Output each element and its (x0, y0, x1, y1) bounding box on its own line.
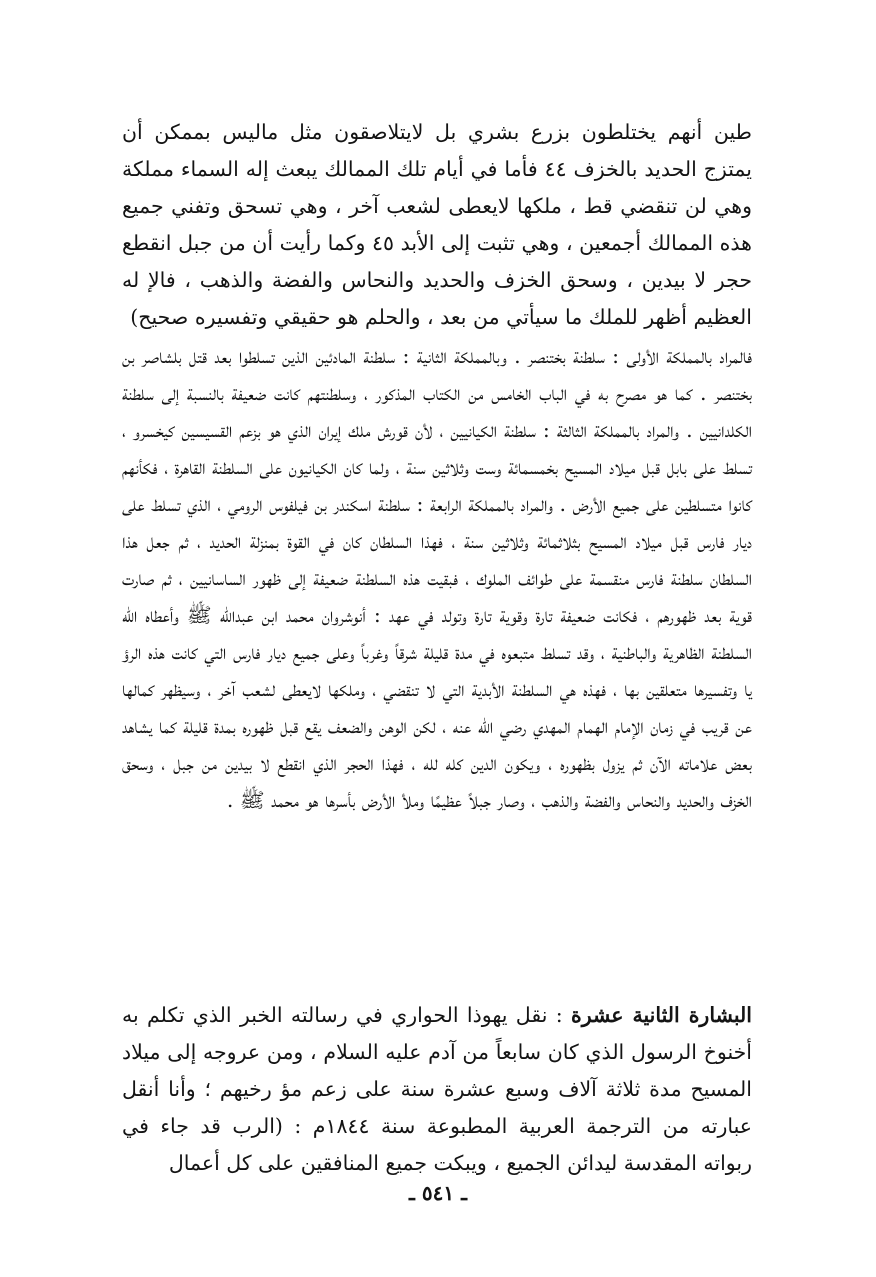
page-number: ـ ٥٤١ ـ (409, 1181, 467, 1205)
paragraph-twelfth-prophecy (122, 997, 752, 1182)
paragraph-twelfth-prophecy-body: : نقل يهوذا الحواري في رسالته الخبر الذي تكلم به أخنوخ الرسول الذي كان سابعاً من آدم عليه السلام ، ومن عروجه إلى ميلاد المسيح مدة ثلاثة آلاف وسبع عشرة سنة على زعم مؤ رخيهم ؛ وأنا أنقل عبارته من الترجمة العربية المطبوعة سنة ١٨٤٤م : (الرب قد جاء في ربواته المقدسة ليدائن الجميع ، ويبكت جميع المنافقين على كل أعمال (122, 1003, 753, 1175)
section-heading-twelfth-prophecy: البشارة الثانية عشرة (570, 1003, 752, 1027)
paragraph-explanation: فالمراد بالمملكة الأولى : سلطنة بختنصر . وبالمملكة الثانية : سلطنة المادئين الذين تسلطوا بعد قتل بلشاصر بن بختنصر . كما هو مصرح به في الباب الخامس من الكتاب المذكور ، وسلطنتهم كانت ضعيفة بالنسبة إلى سلطنة الكلدانيين . والمراد بالمملكة الثالثة : سلطنة الكيانيين ، لأن قورش ملك إيران الذي هو بزعم القسيسين كيخسرو ، تسلط على بابل قبل ميلاد المسيح بخمسمائة وست وثلاثين سنة ، ولما كان الكيانيون على السلطنة القاهرة ، فكأنهم كانوا متسلطين على جميع الأرض . والمراد بالمملكة الرابعة : سلطنة اسكندر بن فيلفوس الرومي ، الذي تسلط على ديار فارس قبل ميلاد المسيح بثلاثمائة وثلاثين سنة ، فهذا السلطان كان في القوة بمنزلة الحديد ، ثم جعل هذا السلطان سلطنة فارس منقسمة على طوائف الملوك ، فبقيت هذه السلطنة ضعيفة إلى ظهور الساسانيين ، ثم صارت قوية بعد ظهورهم ، فكانت ضعيفة تارة وقوية تارة وتولد في عهد : أنوشروان محمد ابن عبدالله ﷺ وأعطاه الله السلطنة الظاهرية والباطنية ، وقد تسلط متبعوه في مدة قليلة شرقاً وغرباً وعلى جميع ديار فارس التي كانت هذه الرؤ يا وتفسيرها متعلقين بها ، فهذه هي السلطنة الأبدية التي لا تنقضي ، وملكها لايعطى لشعب آخر ، وسيظهر كمالها عن قريب في زمان الإمام الهمام المهدي رضي الله عنه ، لكن الوهن والضعف يقع قبل ظهوره بمدة قليلة كما يشاهد بعض علاماته الآن ثم يزول بظهوره ، ويكون الدين كله لله ، فهذا الحجر الذي انقطع لا بيدين من جبل ، وسحق الخزف والحديد والنحاس والفضة والذهب ، وصار جبلاً عظيمًا وملأ الأرض بأسرها هو محمد ﷺ . (122, 344, 752, 812)
paragraph-quote-end: طين أنهم يختلطون بزرع بشري بل لايتلاصقون مثل ماليس بممكن أن يمتزج الحديد بالخزف ٤٤ فأما في أيام تلك الممالك يبعث إله السماء مملكة وهي لن تنقضي قط ، ملكها لايعطى لشعب آخر ، وهي تسحق وتفني جميع هذه الممالك أجمعين ، وهي تثبت إلى الأبد ٤٥ وكما رأيت أن من جبل انقطع حجر لا بيدين ، وسحق الخزف والحديد والنحاس والفضة والذهب ، فالإ له العظيم أظهر للملك ما سيأتي من بعد ، والحلم هو حقيقي وتفسيره صحيح) (122, 120, 752, 329)
